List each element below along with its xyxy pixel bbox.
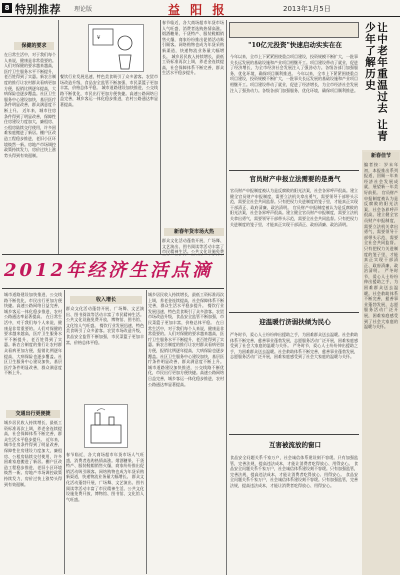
article-body-a11: 食品安全问题关系千家万户，社会诚信体系建设刻不容缓。只有加强监管，完善法规，提高违法成本，才能让消费者吃得放心、用得安心。 食品安全问题关系千家万户，社会诚信体系建设刻不容缓。只有加强监管，完善法规，提高违法成本，才能让消费者吃得放心、用得安心。 食品安全问题关系千家万户，社会诚信体系建设刻不容缓。只有加强监管，完善法规，提高违法成本，才能让消费者吃得放心、用得安心。 (230, 455, 358, 488)
article-title-a4: 新春年货市场火热 (164, 228, 224, 236)
sidebar-column (362, 150, 400, 575)
article-title-a9: 官员财产申报立法需要的是勇气 (249, 175, 341, 183)
cartoon-illustration (88, 24, 144, 72)
article-title-a1: 保健的要求 (14, 42, 54, 50)
article-title-a6: 收入增长 (70, 296, 142, 304)
section-subtitle: 理论版 (74, 6, 93, 13)
article-title-a10: 迎温暖行济弱扶倾为民心 (259, 318, 331, 326)
factory-illustration (84, 404, 128, 448)
article-body-a10: 严冬时节，爱心人士纷纷伸出援助之手，为困难群众送去温暖。社会救助体系不断完善，慈善事业蓬勃发展，志愿服务活动广泛开展，困难家庭感受到了社会大家庭的温暖与关怀。 严冬时节，爱心人士纷纷伸出援助之手，为困难群众送去温暖。社会救助体系不断完善，慈善事业蓬勃发展，志愿服务活动广泛开展，困难家庭感受到了社会大家庭的温暖与关怀。 (230, 332, 358, 360)
issue-date: 2013年1月5日 (283, 5, 331, 13)
article-body-a8: 今年以来，全市上下紧紧围绕重点项目建设，投资规模不断扩大，一批事关长远发展的基础设施和产业项目相继开工。项目建设带动了就业，促进了经济增长，为全市经济社会发展注入了强劲动力。各级各部门加强服务，优化环境，确保项目顺利推进。 今年以来，全市上下紧紧围绕重点项目建设，投资规模不断扩大，一批事关长远发展的基础设施和产业项目相继开工。项目建设带动了就业，促进了经济增长，为全市经济社会发展注入了强劲动力。各级各部门加强服务，优化环境，确保项目顺利推进。 (230, 54, 358, 93)
section-banner (4, 256, 226, 286)
article-title-a5: 交通出行更便捷 (6, 410, 60, 418)
masthead: 益 阳 报 (168, 3, 228, 17)
article-body-a4-cont: 群众文化活动蓬勃开展，广场舞、文艺演出、图书阅读等活动丰富了市民精神生活。公共文化设施免费 (162, 238, 224, 255)
sidebar-body: 编者按：岁末年初，本报推出系列报道，回顾一年来经济社会发展成就，展望新一年美好前景。 官员财产申报制度被认为是反腐败的阳光法案，社会各界呼声很高。建立健全官员财产申报制度，需要立法机关拿出勇气，需要领导干部带头示范，需要全社会共同监督。只有把权力关进制度的笼子里，才能真正实现干部清正、政府清廉、政治清明。 严冬时节，爱心人士纷纷伸出援助之手，为困难群众送去温暖。社会救助体系不断完善，慈善事业蓬勃发展，志愿服务活动广泛开展，困难家庭感受到了社会大家庭的温暖与关怀。 (364, 162, 398, 330)
article-title-a11: 互害被流放的窗口 (269, 441, 321, 449)
article-body-a2: 餐饮行业发展迅速，特色美食吸引了众多游客。农贸市场改造升级，食品安全监管不断加强，市民菜篮子更加丰富，价格总体平稳。 城市道路建设加快推进，公交线路不断优化，市民出行更加方便快捷。高速公路网络日益完善，城乡客运一体化稳步推进，农村公路通达率显著提高。 (60, 74, 158, 107)
article-body-a5: 城市道路建设加快推进，公交线路不断优化，市民出行更加方便快捷。高速公路网络日益完善，城乡客运一体化稳步推进，农村公路通达率显著提高。 在日常生活中，对于我们每个人来说，健康是非常重要的。人们对保健的要求越来越高，医疗卫生服务水平不断提升，老百姓得到了实惠。新农合制度的推行让农村群众看病更加方便，报销比例逐年提高，大病保险也逐步覆盖。社区卫生服务中心建设加快，基层医疗条件明显改善，群众满意度不断上升。 (4, 292, 62, 376)
article-body-a7: 群众文化活动蓬勃开展，广场舞、文艺演出、图书阅读等活动丰富了市民精神生活。公共文化设施免费开放，博物馆、图书馆、文化馆人气旺盛。 餐饮行业发展迅速，特色美食吸引了众多游客。农贸市场改造升级，食品安全监管不断加强，市民菜篮子更加丰富，价格总体平稳。 (66, 306, 144, 345)
page-header (0, 0, 400, 17)
tag-box (229, 22, 359, 38)
article-body-a12: 城乡居民收入持续增长，最低工资标准再次上调，养老金连续提高，社会保障体系不断完善，群众生活水平稳步提升。 餐饮行业发展迅速，特色美食吸引了众多游客。农贸市场改造升级，食品安全监管不断加强，市民菜篮子更加丰富，价格总体平稳。 在日常生活中，对于我们每个人来说，健康是非常重要的。人们对保健的要求越来越高，医疗卫生服务水平不断提升，老百姓得到了实惠。新农合制度的推行让农村群众看病更加方便，报销比例逐年提高，大病保险也逐步覆盖。社区卫生服务中心建设加快，基层医疗条件明显改善，群众满意度不断上升。 城市道路建设加快推进，公交线路不断优化，市民出行更加方便快捷。高速公路网络日益完善，城乡客运一体化稳步推进，农村公路通达率显著提高。 (148, 292, 224, 387)
banner-title: 2012年经济生活点滴 (4, 260, 214, 281)
svg-text:¥: ¥ (97, 35, 101, 41)
article-body-a3: 春节临近，各大商场超市年货市场人气旺盛，消费者选购热情高涨。烟酒糖果、干货特产、服装鞋帽销售火爆，商家纷纷推出促销活动吸引顾客。网络购物也成为年货采购新渠道，快递物流业务量大幅增长。 城乡居民收入持续增长，最低工资标准再次上调，养老金连续提高，社会保障体系不断完善，群众生活水平稳步提升。 (162, 20, 224, 76)
section-title: 特别推荐 (15, 3, 61, 16)
article-body-a6: 城乡居民收入持续增长，最低工资标准再次上调，养老金连续提高，社会保障体系不断完善，群众生活水平稳步提升。 近年来，城市住房条件得到了明显改善，保障性住房建设力度加大，廉租房、公租房陆续交付使用，许多困难家庭搬进了新居。棚户区改造工程稳步推进，老旧小区环境焕然一新。房地产市场调控政策持续发力，房价过快上涨势头得到有效遏制。 (4, 420, 62, 487)
article-title-a8: "10亿元投资"快速启动实实在在 (248, 41, 342, 49)
sidebar-label: 新春佳节 (363, 152, 399, 160)
article-body-a9: 官员财产申报制度被认为是反腐败的阳光法案，社会各界呼声很高。建立健全官员财产申报制度，需要立法机关拿出勇气，需要领导干部带头示范，需要全社会共同监督。只有把权力关进制度的笼子里，才能真正实现干部清正、政府清廉、政治清明。 官员财产申报制度被认为是反腐败的阳光法案，社会各界呼声很高。建立健全官员财产申报制度，需要立法机关拿出勇气，需要领导干部带头示范，需要全社会共同监督。只有把权力关进制度的笼子里，才能真正实现干部清正、政府清廉、政治清明。 (230, 188, 358, 227)
section-number: 8 (2, 3, 12, 13)
vertical-headline: 让中老年重温过去 让青少年了解历史 (364, 22, 388, 142)
article-body-a1: 在日常生活中，对于我们每个人来说，健康是非常重要的。人们对保健的要求越来越高，医疗卫生服务水平不断提升，老百姓得到了实惠。新农合制度的推行让农村群众看病更加方便，报销比例逐年提高，大病保险也逐步覆盖。社区卫生服务中心建设加快，基层医疗条件明显改善，群众满意度不断上升。 近年来，城市住房条件得到了明显改善，保障性住房建设力度加大，廉租房、公租房陆续交付使用，许多困难家庭搬进了新居。棚户区改造工程稳步推进，老旧小区环境焕然一新。房地产市场调控政策持续发力，房价过快上涨势头得到有效遏制。 (4, 52, 56, 158)
article-body-a7-cont: 春节临近，各大商场超市年货市场人气旺盛，消费者选购热情高涨。烟酒糖果、干货特产、服装鞋帽销售火爆，商家纷纷推出促销活动吸引顾客。网络购物也成为年货采购新渠道，快递物流业务量大幅增长。 群众文化活动蓬勃开展，广场舞、文艺演出、图书阅读等活动丰富了市民精神生活。公共文化设施免费开放，博物馆、图书馆、文化馆人气旺盛。 (66, 452, 144, 502)
